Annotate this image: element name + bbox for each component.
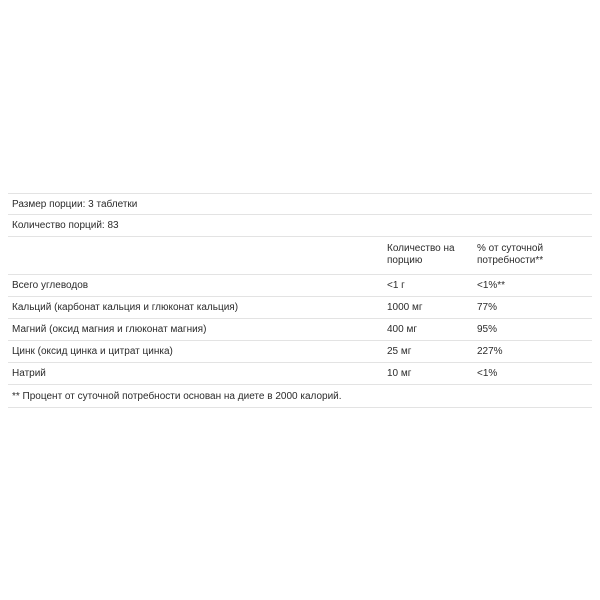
servings-per-container: Количество порций: 83: [12, 220, 119, 231]
nutrient-name: Натрий: [12, 368, 46, 379]
table-row: [8, 319, 592, 341]
nutrient-daily-value: 227%: [477, 345, 503, 357]
header-amount: Количество на порцию: [387, 243, 455, 266]
table-row: [8, 341, 592, 363]
nutrient-name: Цинк (оксид цинка и цитрат цинка): [12, 346, 173, 357]
table-row: [8, 363, 592, 385]
table-header-row: [8, 237, 592, 275]
table-row: [8, 275, 592, 297]
nutrient-name: Кальций (карбонат кальция и глюконат кальция): [12, 302, 239, 313]
table-row: [8, 297, 592, 319]
nutrient-name: Магний (оксид магния и глюконат магния): [12, 324, 207, 335]
nutrient-daily-value: <1%**: [477, 279, 506, 291]
supplement-facts-table: [8, 193, 592, 408]
serving-size-row: [8, 193, 592, 215]
nutrient-daily-value: 95%: [477, 323, 498, 335]
footnote: ** Процент от суточной потребности основан на диете в 2000 калорий.: [12, 390, 342, 402]
footnote-row: [8, 385, 592, 408]
nutrient-daily-value: <1%: [477, 367, 498, 379]
nutrient-amount: 400 мг: [387, 323, 417, 335]
header-daily-value: % от суточной потребности**: [477, 243, 544, 266]
nutrient-amount: <1 г: [387, 279, 405, 291]
servings-per-container-row: [8, 215, 592, 237]
nutrient-daily-value: 77%: [477, 301, 498, 313]
nutrient-amount: 25 мг: [387, 345, 412, 357]
serving-size: Размер порции: 3 таблетки: [12, 198, 138, 210]
nutrient-name: Всего углеводов: [12, 280, 89, 291]
nutrient-amount: 1000 мг: [387, 301, 423, 313]
nutrient-amount: 10 мг: [387, 367, 412, 379]
